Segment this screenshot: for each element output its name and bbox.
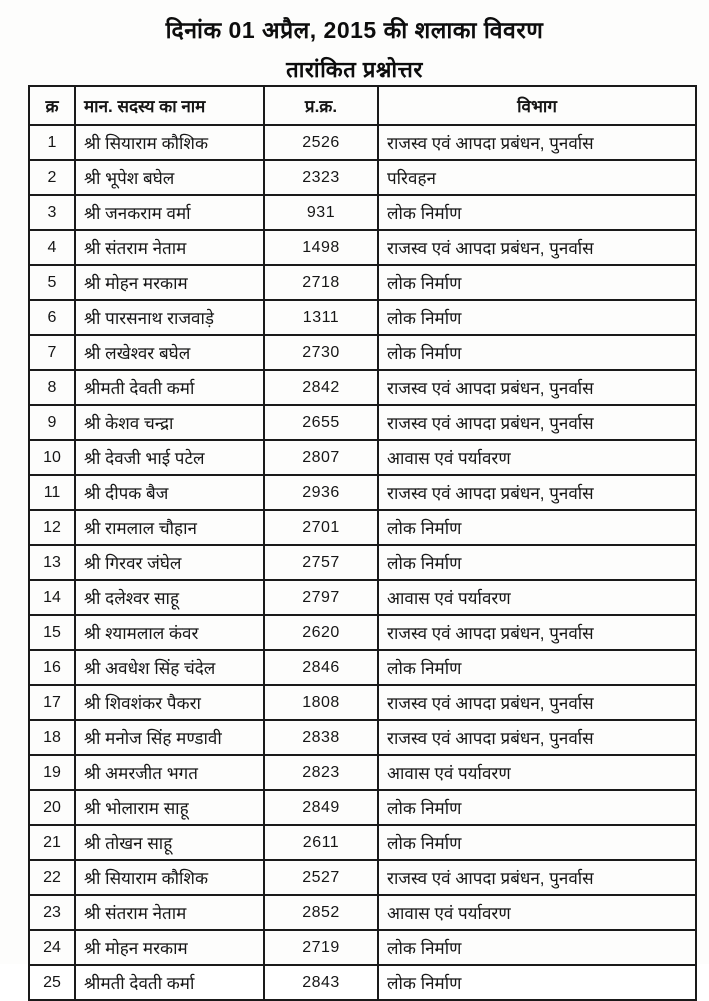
cell-member-name: श्री सियाराम कौशिक (75, 860, 264, 895)
cell-question-number: 2719 (264, 930, 378, 965)
cell-department: आवास एवं पर्यावरण (378, 580, 696, 615)
cell-question-number: 1808 (264, 685, 378, 720)
cell-member-name: श्री मोहन मरकाम (75, 930, 264, 965)
document-subtitle: तारांकित प्रश्नोत्तर (286, 57, 423, 82)
cell-member-name: श्रीमती देवती कर्मा (75, 370, 264, 405)
cell-department: राजस्व एवं आपदा प्रबंधन, पुनर्वास (378, 720, 696, 755)
cell-member-name: श्री अमरजीत भगत (75, 755, 264, 790)
cell-question-number: 2843 (264, 965, 378, 1000)
cell-member-name: श्री देवजी भाई पटेल (75, 440, 264, 475)
cell-department: राजस्व एवं आपदा प्रबंधन, पुनर्वास (378, 860, 696, 895)
cell-question-number: 2526 (264, 125, 378, 160)
cell-question-number: 1498 (264, 230, 378, 265)
cell-serial: 14 (29, 580, 75, 615)
cell-member-name: श्री मनोज सिंह मण्डावी (75, 720, 264, 755)
cell-serial: 16 (29, 650, 75, 685)
cell-serial: 20 (29, 790, 75, 825)
cell-member-name: श्री भूपेश बघेल (75, 160, 264, 195)
cell-department: लोक निर्माण (378, 965, 696, 1000)
cell-serial: 22 (29, 860, 75, 895)
cell-member-name: श्री रामलाल चौहान (75, 510, 264, 545)
cell-department: लोक निर्माण (378, 545, 696, 580)
cell-question-number: 1311 (264, 300, 378, 335)
cell-serial: 8 (29, 370, 75, 405)
cell-department: आवास एवं पर्यावरण (378, 895, 696, 930)
document-title: दिनांक 01 अप्रैल, 2015 की शलाका विवरण (165, 17, 544, 43)
cell-member-name: श्री अवधेश सिंह चंदेल (75, 650, 264, 685)
table-row (29, 930, 696, 965)
cell-serial: 15 (29, 615, 75, 650)
cell-question-number: 2838 (264, 720, 378, 755)
table-row (29, 615, 696, 650)
cell-question-number: 2718 (264, 265, 378, 300)
cell-department: राजस्व एवं आपदा प्रबंधन, पुनर्वास (378, 125, 696, 160)
cell-department: राजस्व एवं आपदा प्रबंधन, पुनर्वास (378, 370, 696, 405)
cell-member-name: श्री दीपक बैज (75, 475, 264, 510)
cell-question-number: 2323 (264, 160, 378, 195)
cell-department: लोक निर्माण (378, 825, 696, 860)
cell-department: लोक निर्माण (378, 790, 696, 825)
cell-question-number: 2757 (264, 545, 378, 580)
table-row (29, 860, 696, 895)
cell-member-name: श्री गिरवर जंघेल (75, 545, 264, 580)
cell-serial: 3 (29, 195, 75, 230)
cell-question-number: 2527 (264, 860, 378, 895)
table-row (29, 195, 696, 230)
cell-question-number: 931 (264, 195, 378, 230)
cell-serial: 10 (29, 440, 75, 475)
shalaka-table (28, 85, 697, 1001)
cell-department: लोक निर्माण (378, 335, 696, 370)
cell-department: राजस्व एवं आपदा प्रबंधन, पुनर्वास (378, 615, 696, 650)
cell-serial: 9 (29, 405, 75, 440)
cell-member-name: श्री लखेश्वर बघेल (75, 335, 264, 370)
cell-question-number: 2807 (264, 440, 378, 475)
cell-member-name: श्री संतराम नेताम (75, 895, 264, 930)
table-row (29, 580, 696, 615)
table-row (29, 790, 696, 825)
cell-question-number: 2849 (264, 790, 378, 825)
cell-serial: 7 (29, 335, 75, 370)
cell-question-number: 2846 (264, 650, 378, 685)
table-row (29, 230, 696, 265)
cell-question-number: 2655 (264, 405, 378, 440)
cell-serial: 18 (29, 720, 75, 755)
table-row (29, 965, 696, 1000)
table-row (29, 160, 696, 195)
cell-department: आवास एवं पर्यावरण (378, 755, 696, 790)
cell-question-number: 2797 (264, 580, 378, 615)
cell-serial: 2 (29, 160, 75, 195)
table-row (29, 895, 696, 930)
cell-department: परिवहन (378, 160, 696, 195)
cell-department: राजस्व एवं आपदा प्रबंधन, पुनर्वास (378, 475, 696, 510)
table-row (29, 685, 696, 720)
cell-serial: 6 (29, 300, 75, 335)
cell-question-number: 2936 (264, 475, 378, 510)
table-row (29, 300, 696, 335)
cell-department: लोक निर्माण (378, 300, 696, 335)
cell-question-number: 2842 (264, 370, 378, 405)
header-member-name: मान. सदस्य का नाम (75, 86, 264, 125)
cell-department: आवास एवं पर्यावरण (378, 440, 696, 475)
cell-question-number: 2852 (264, 895, 378, 930)
cell-question-number: 2611 (264, 825, 378, 860)
table-row (29, 265, 696, 300)
table-row (29, 720, 696, 755)
cell-question-number: 2823 (264, 755, 378, 790)
cell-serial: 17 (29, 685, 75, 720)
cell-serial: 4 (29, 230, 75, 265)
cell-member-name: श्री जनकराम वर्मा (75, 195, 264, 230)
cell-serial: 5 (29, 265, 75, 300)
cell-department: लोक निर्माण (378, 650, 696, 685)
table-row (29, 825, 696, 860)
table-header-row (29, 86, 696, 125)
table-row (29, 405, 696, 440)
cell-department: लोक निर्माण (378, 265, 696, 300)
cell-serial: 13 (29, 545, 75, 580)
cell-question-number: 2620 (264, 615, 378, 650)
cell-serial: 12 (29, 510, 75, 545)
cell-serial: 21 (29, 825, 75, 860)
cell-member-name: श्री सियाराम कौशिक (75, 125, 264, 160)
header-department: विभाग (378, 86, 696, 125)
cell-serial: 11 (29, 475, 75, 510)
table-row (29, 125, 696, 160)
table-row (29, 510, 696, 545)
table-row (29, 475, 696, 510)
cell-member-name: श्री संतराम नेताम (75, 230, 264, 265)
cell-department: लोक निर्माण (378, 510, 696, 545)
cell-department: लोक निर्माण (378, 930, 696, 965)
cell-member-name: श्री शिवशंकर पैकरा (75, 685, 264, 720)
table-row (29, 755, 696, 790)
table-row (29, 650, 696, 685)
cell-serial: 23 (29, 895, 75, 930)
cell-member-name: श्री तोखन साहू (75, 825, 264, 860)
cell-serial: 1 (29, 125, 75, 160)
cell-member-name: श्री श्यामलाल कंवर (75, 615, 264, 650)
cell-member-name: श्री भोलाराम साहू (75, 790, 264, 825)
cell-question-number: 2730 (264, 335, 378, 370)
cell-member-name: श्रीमती देवती कर्मा (75, 965, 264, 1000)
table-row (29, 370, 696, 405)
cell-question-number: 2701 (264, 510, 378, 545)
table-row (29, 440, 696, 475)
cell-serial: 19 (29, 755, 75, 790)
cell-member-name: श्री केशव चन्द्रा (75, 405, 264, 440)
cell-serial: 24 (29, 930, 75, 965)
cell-department: राजस्व एवं आपदा प्रबंधन, पुनर्वास (378, 230, 696, 265)
cell-member-name: श्री मोहन मरकाम (75, 265, 264, 300)
cell-department: लोक निर्माण (378, 195, 696, 230)
cell-department: राजस्व एवं आपदा प्रबंधन, पुनर्वास (378, 405, 696, 440)
table-row (29, 335, 696, 370)
cell-serial: 25 (29, 965, 75, 1000)
table-row (29, 545, 696, 580)
cell-member-name: श्री दलेश्वर साहू (75, 580, 264, 615)
header-question-number: प्र.क्र. (264, 86, 378, 125)
cell-member-name: श्री पारसनाथ राजवाड़े (75, 300, 264, 335)
cell-department: राजस्व एवं आपदा प्रबंधन, पुनर्वास (378, 685, 696, 720)
header-serial: क्र (29, 86, 75, 125)
